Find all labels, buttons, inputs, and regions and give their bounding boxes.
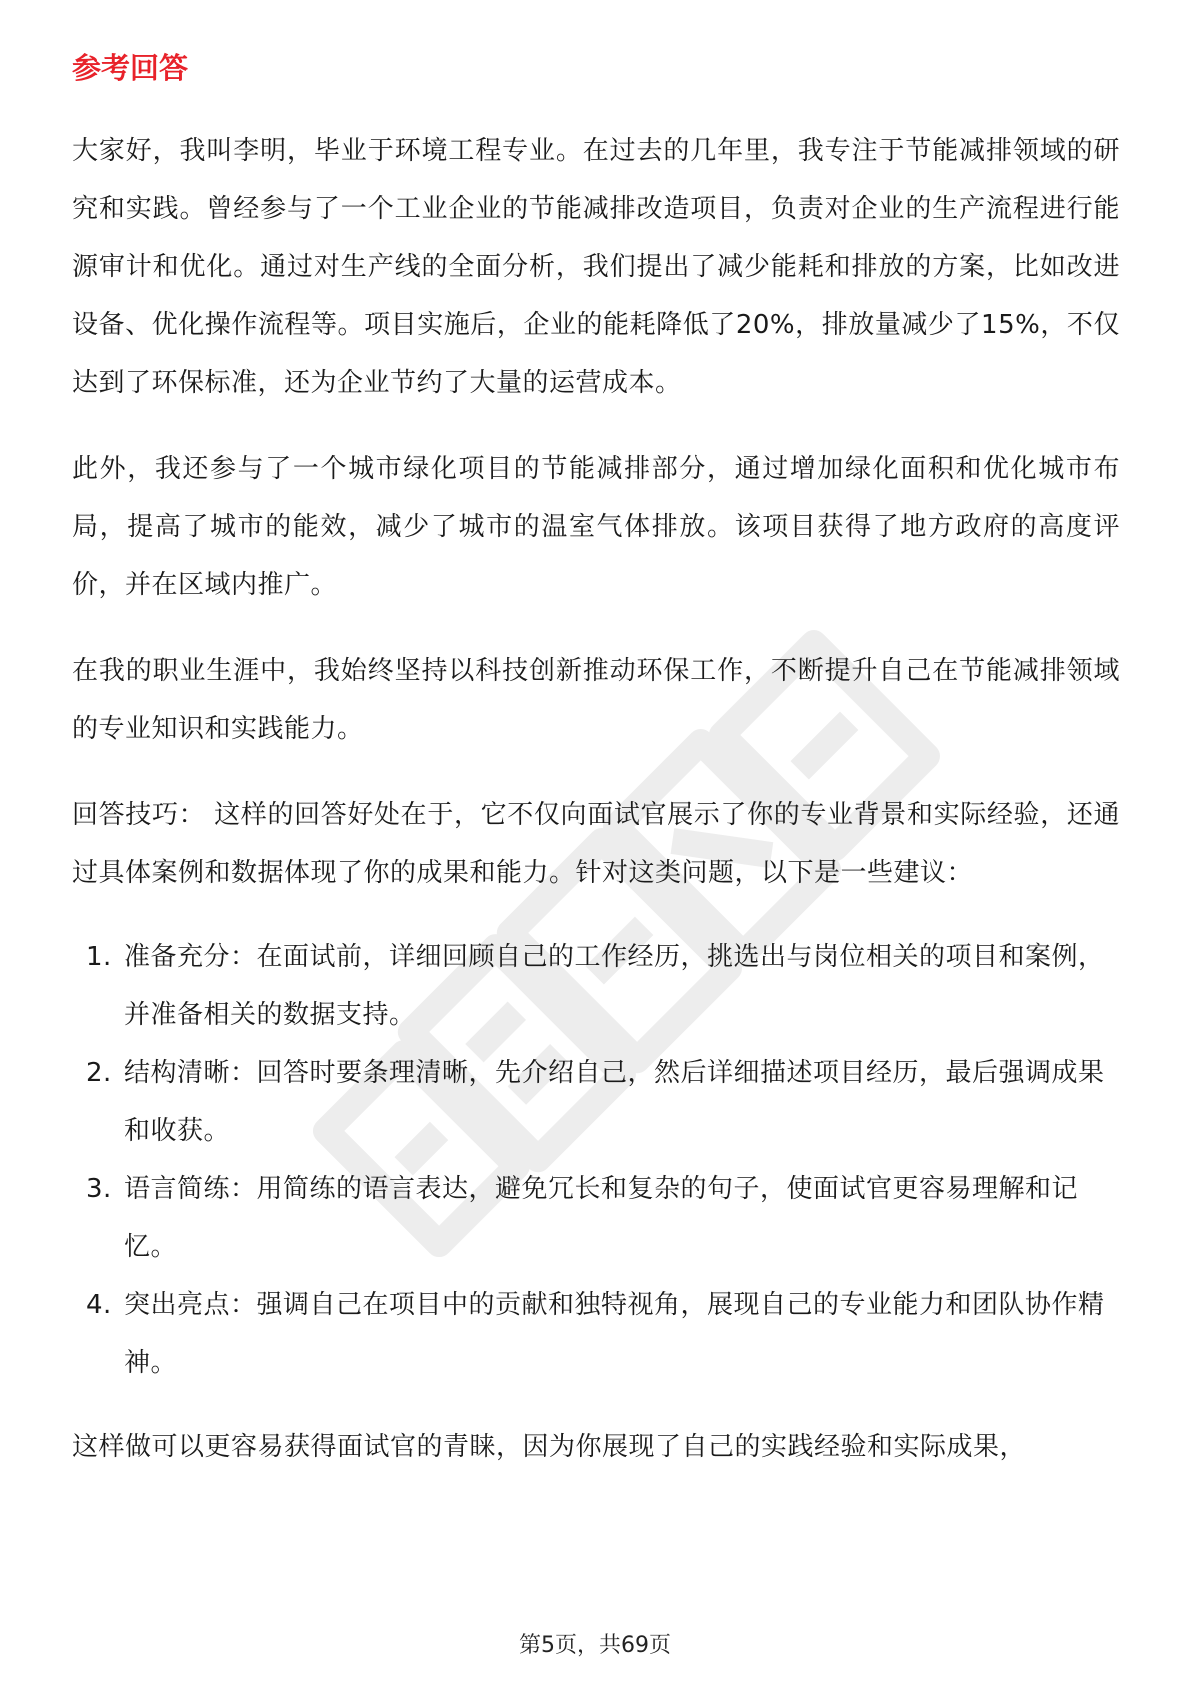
answer-paragraph-1: 大家好，我叫李明，毕业于环境工程专业。在过去的几年里，我专注于节能减排领域的研究和实践。曾经参与了一个工业企业的节能减排改造项目，负责对企业的生产流程进行能源审计和优化。通过对生产线的全面分析，我们提出了减少能耗和排放的方案，比如改进设备、优化操作流程等。项目实施后，企业的能耗降低了20%，排放量减少了15%，不仅达到了环保标准，还为企业节约了大量的运营成本。 bbox=[72, 136, 1120, 398]
main-content bbox=[72, 48, 1120, 1504]
list-item bbox=[72, 1276, 1120, 1392]
list-number: 3. bbox=[86, 1174, 112, 1204]
section-title: 参考回答 bbox=[72, 51, 189, 85]
tips-list bbox=[72, 928, 1120, 1392]
closing-paragraph: 这样做可以更容易获得面试官的青睐，因为你展现了自己的实践经验和实际成果， bbox=[72, 1432, 1027, 1462]
list-item-text: 突出亮点：强调自己在项目中的贡献和独特视角，展现自己的专业能力和团队协作精神。 bbox=[124, 1290, 1105, 1378]
list-number: 4. bbox=[86, 1290, 112, 1320]
list-item bbox=[72, 1044, 1120, 1160]
list-item-text: 结构清晰：回答时要条理清晰，先介绍自己，然后详细描述项目经历，最后强调成果和收获。 bbox=[124, 1058, 1105, 1146]
answer-paragraph-3: 在我的职业生涯中，我始终坚持以科技创新推动环保工作，不断提升自己在节能减排领域的专业知识和实践能力。 bbox=[72, 656, 1120, 744]
tips-intro-paragraph: 回答技巧： 这样的回答好处在于，它不仅向面试官展示了你的专业背景和实际经验，还通过具体案例和数据体现了你的成果和能力。针对这类问题，以下是一些建议： bbox=[72, 800, 1120, 888]
list-number: 2. bbox=[86, 1058, 112, 1088]
page-number-footer: 第5页，共69页 bbox=[519, 1633, 671, 1658]
list-item-text: 语言简练：用简练的语言表达，避免冗长和复杂的句子，使面试官更容易理解和记忆。 bbox=[124, 1174, 1079, 1262]
list-number: 1. bbox=[86, 942, 112, 972]
answer-paragraph-2: 此外，我还参与了一个城市绿化项目的节能减排部分，通过增加绿化面积和优化城市布局，提高了城市的能效，减少了城市的温室气体排放。该项目获得了地方政府的高度评价，并在区域内推广。 bbox=[72, 454, 1120, 600]
list-item bbox=[72, 928, 1120, 1044]
list-item bbox=[72, 1160, 1120, 1276]
list-item-text: 准备充分：在面试前，详细回顾自己的工作经历，挑选出与岗位相关的项目和案例，并准备相关的数据支持。 bbox=[124, 942, 1105, 1030]
